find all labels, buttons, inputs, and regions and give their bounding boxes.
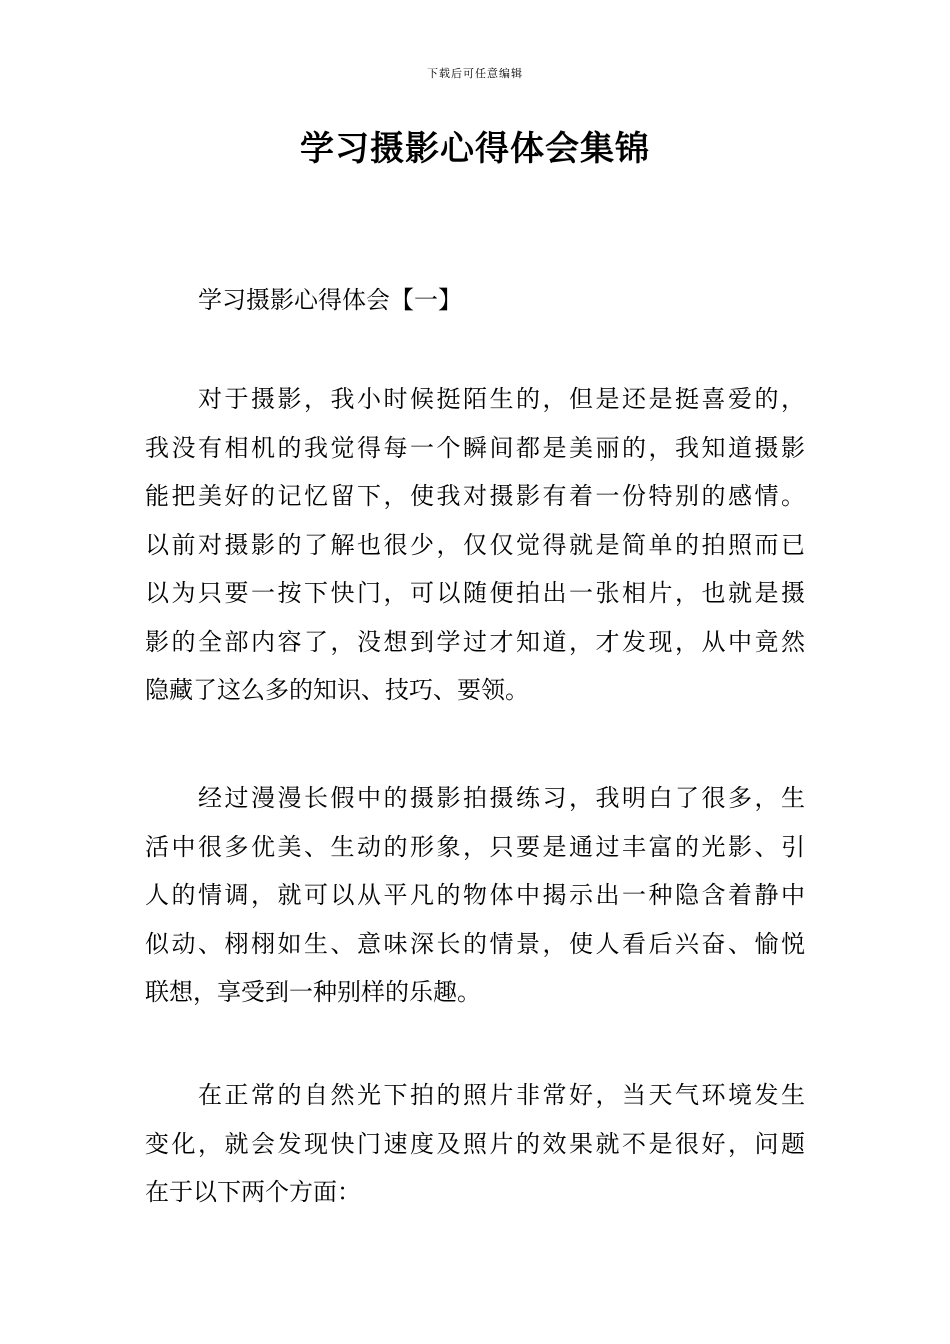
paragraph-line: 隐藏了这么多的知识、技巧、要领。 (145, 676, 529, 704)
paragraph-line: 似动、栩栩如生、意味深长的情景，使人看后兴奋、愉悦 (145, 929, 805, 958)
paragraph-line: 以为只要一按下快门，可以随便拍出一张相片，也就是摄 (145, 579, 805, 607)
paragraph-2 (145, 774, 805, 1017)
paragraph-1 (145, 375, 805, 715)
paragraph-3 (145, 1071, 805, 1217)
paragraph-line: 影的全部内容了，没想到学过才知道，才发现，从中竟然 (145, 627, 805, 656)
paragraph-line: 经过漫漫长假中的摄影拍摄练习，我明白了很多，生 (198, 784, 805, 812)
paragraph-line: 在于以下两个方面： (145, 1178, 361, 1206)
paragraph-line: 对于摄影，我小时候挺陌生的，但是还是挺喜爱的， (198, 385, 805, 413)
section-heading: 学习摄影心得体会【一】 (198, 286, 462, 314)
paragraph-line: 变化，就会发现快门速度及照片的效果就不是很好，问题 (145, 1129, 805, 1158)
document-title: 学习摄影心得体会集锦 (300, 129, 650, 169)
paragraph-line: 人的情调，就可以从平凡的物体中揭示出一种隐含着静中 (145, 881, 805, 909)
paragraph-line: 活中很多优美、生动的形象，只要是通过丰富的光影、引 (145, 832, 805, 861)
paragraph-line: 以前对摄影的了解也很少，仅仅觉得就是简单的拍照而已 (145, 530, 805, 559)
paragraph-line: 能把美好的记忆留下，使我对摄影有着一份特别的感情。 (145, 482, 805, 510)
page-header-note: 下载后可任意编辑 (427, 67, 523, 80)
paragraph-line: 在正常的自然光下拍的照片非常好，当天气环境发生 (198, 1081, 805, 1109)
paragraph-line: 联想，享受到一种别样的乐趣。 (145, 978, 481, 1006)
paragraph-line: 我没有相机的我觉得每一个瞬间都是美丽的，我知道摄影 (145, 433, 805, 462)
